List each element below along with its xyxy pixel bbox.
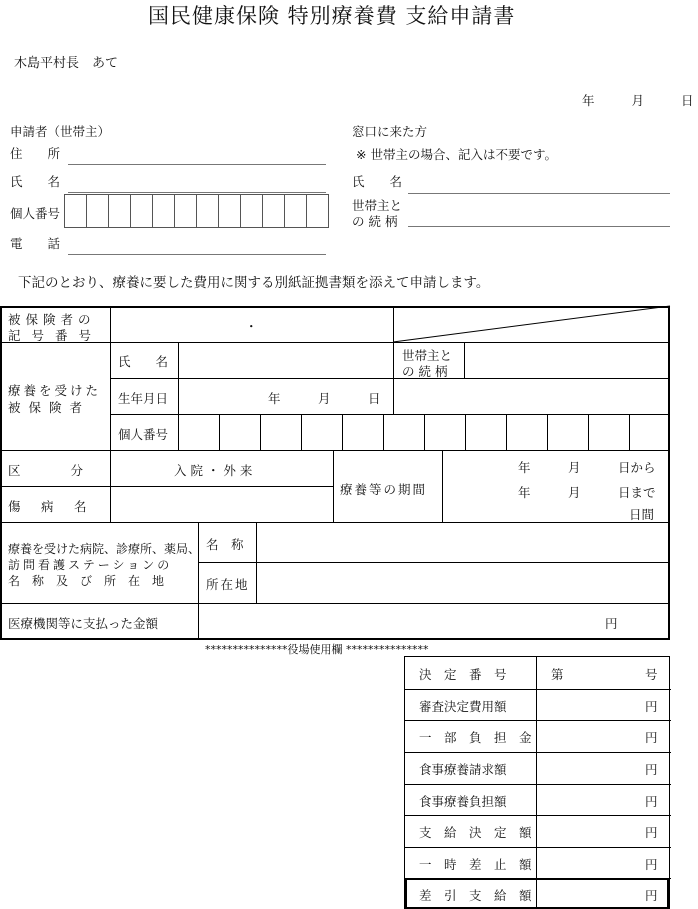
hospital-name-label: 名 称 xyxy=(206,537,244,552)
office-row-unit: 円 xyxy=(645,888,658,903)
patient-name-label: 氏 名 xyxy=(118,354,169,369)
office-row-unit: 円 xyxy=(645,794,658,809)
office-row-label: 一 時 差 止 額 xyxy=(419,857,532,872)
patient-mynumber-divider xyxy=(342,414,343,450)
patient-mynumber-divider xyxy=(506,414,507,450)
paid-amount-label: 医療機関等に支払った金額 xyxy=(8,616,159,631)
office-row-rule xyxy=(405,784,671,785)
patient-label-1: 療養を受けた xyxy=(8,383,102,398)
applicant-phone-field[interactable] xyxy=(68,254,326,255)
applicant-phone-label: 電 話 xyxy=(10,236,61,251)
office-row-unit: 円 xyxy=(645,825,658,840)
rule xyxy=(110,306,111,522)
rule xyxy=(464,342,465,378)
applicant-mynumber-digit-box[interactable] xyxy=(240,194,263,228)
patient-mynumber-divider xyxy=(547,414,548,450)
applicant-section-label: 申請者（世帯主） xyxy=(10,124,111,139)
applicant-mynumber-digit-box[interactable] xyxy=(130,194,153,228)
office-row-prefix: 第 xyxy=(551,667,564,682)
patient-mynumber-divider xyxy=(588,414,589,450)
office-row-label: 差 引 支 給 額 xyxy=(419,888,532,903)
office-row-label: 一 部 負 担 金 xyxy=(419,730,532,745)
insured-symbol-label-1: 被保険者の xyxy=(8,312,96,327)
birth-label: 生年月日 xyxy=(118,391,169,406)
insured-symbol-label-2: 記号番号 xyxy=(8,328,103,343)
office-row-unit: 号 xyxy=(645,667,658,682)
office-row-label: 審査決定費用額 xyxy=(419,699,507,714)
visitor-note: ※ 世帯主の場合、記入は不要です。 xyxy=(356,147,557,162)
office-row-rule xyxy=(405,815,671,816)
rule xyxy=(198,562,670,563)
statement-text: 下記のとおり、療養に要した費用に関する別紙証拠書類を添えて申請します。 xyxy=(18,275,490,291)
office-row-rule xyxy=(405,847,671,848)
visitor-name-label: 氏 名 xyxy=(352,174,403,189)
final-amount-highlight xyxy=(405,878,669,909)
patient-mynumber-divider xyxy=(383,414,384,450)
applicant-mynumber-digit-box[interactable] xyxy=(64,194,87,228)
period-days: 日間 xyxy=(629,507,655,522)
injury-label: 傷 病 名 xyxy=(8,499,91,514)
office-row-label: 食事療養負担額 xyxy=(419,794,507,809)
applicant-address-field[interactable] xyxy=(68,164,326,165)
category-value[interactable]: 入 院 ・ 外 来 xyxy=(174,463,253,478)
applicant-mynumber-digit-box[interactable] xyxy=(218,194,241,228)
applicant-mynumber-digit-box[interactable] xyxy=(108,194,131,228)
rule xyxy=(442,450,443,522)
office-use-header: ***************役場使用欄 *************** xyxy=(205,643,429,656)
hospital-address-label: 所在地 xyxy=(206,577,250,592)
date-label: 年 月 日 xyxy=(582,93,698,108)
patient-relation-label-2: の 続 柄 xyxy=(402,364,448,379)
birth-value: 年 月 日 xyxy=(268,391,381,406)
applicant-mynumber-digit-box[interactable] xyxy=(174,194,197,228)
visitor-relation-label-2: の 続 柄 xyxy=(352,214,398,229)
visitor-section-label: 窓口に来た方 xyxy=(352,124,428,139)
page-title: 国民健康保険 特別療養費 支給申請書 xyxy=(148,4,516,28)
patient-mynumber-divider xyxy=(629,414,630,450)
patient-mynumber-divider xyxy=(260,414,261,450)
office-row-unit: 円 xyxy=(645,699,658,714)
visitor-relation-field[interactable] xyxy=(408,226,670,227)
category-label: 区 分 xyxy=(8,463,84,478)
period-to: 年 月 日まで xyxy=(518,485,656,500)
patient-relation-label-1: 世帯主と xyxy=(402,348,453,363)
office-use-table xyxy=(404,656,670,909)
office-row-label: 食事療養請求額 xyxy=(419,762,507,777)
patient-mynumber-divider xyxy=(424,414,425,450)
rule xyxy=(110,378,670,379)
patient-mynumber-divider xyxy=(465,414,466,450)
rule xyxy=(256,522,257,603)
insured-symbol-dot: ・ xyxy=(245,319,258,334)
rule xyxy=(333,450,334,522)
patient-mynumber-divider xyxy=(219,414,220,450)
patient-mynumber-label: 個人番号 xyxy=(118,427,169,442)
rule xyxy=(0,486,333,487)
paid-amount-unit: 円 xyxy=(605,616,618,631)
office-row-rule xyxy=(405,720,671,721)
applicant-name-label: 氏 名 xyxy=(10,174,61,189)
rule xyxy=(0,522,670,523)
applicant-mynumber-digit-box[interactable] xyxy=(262,194,285,228)
applicant-name-field[interactable] xyxy=(68,192,326,193)
applicant-mynumber-label: 個人番号 xyxy=(10,206,61,221)
patient-label-2: 被保険者 xyxy=(8,400,91,415)
applicant-mynumber-digit-box[interactable] xyxy=(306,194,329,228)
office-row-rule xyxy=(405,689,671,690)
visitor-relation-label-1: 世帯主と xyxy=(352,198,403,213)
hospital-label-1: 療養を受けた病院、診療所、薬局、 xyxy=(8,542,201,556)
office-row-unit: 円 xyxy=(645,762,658,777)
diagonal-slash xyxy=(393,306,670,342)
applicant-address-label: 住 所 xyxy=(10,146,61,161)
patient-mynumber-divider xyxy=(301,414,302,450)
rule xyxy=(0,603,670,604)
office-row-unit: 円 xyxy=(645,730,658,745)
applicant-mynumber-boxes[interactable] xyxy=(64,194,327,228)
office-row-unit: 円 xyxy=(645,857,658,872)
applicant-mynumber-digit-box[interactable] xyxy=(152,194,175,228)
office-row-label: 支 給 決 定 額 xyxy=(419,825,532,840)
hospital-label-3: 名称及び所在地 xyxy=(8,574,177,588)
patient-mynumber-boxes[interactable] xyxy=(178,414,670,450)
office-row-label: 決 定 番 号 xyxy=(419,667,507,682)
addressee: 木島平村長 あて xyxy=(14,56,119,71)
rule xyxy=(0,450,670,451)
hospital-label-2: 訪問看護ステーションの xyxy=(8,558,173,572)
applicant-mynumber-digit-box[interactable] xyxy=(196,194,219,228)
applicant-mynumber-digit-box[interactable] xyxy=(86,194,109,228)
applicant-mynumber-digit-box[interactable] xyxy=(284,194,307,228)
period-label: 療養等の期間 xyxy=(340,482,428,497)
office-column-divider xyxy=(536,657,537,908)
rule xyxy=(393,342,394,414)
visitor-name-field[interactable] xyxy=(408,193,670,194)
period-from: 年 月 日から xyxy=(518,460,656,475)
office-row-rule xyxy=(405,752,671,753)
